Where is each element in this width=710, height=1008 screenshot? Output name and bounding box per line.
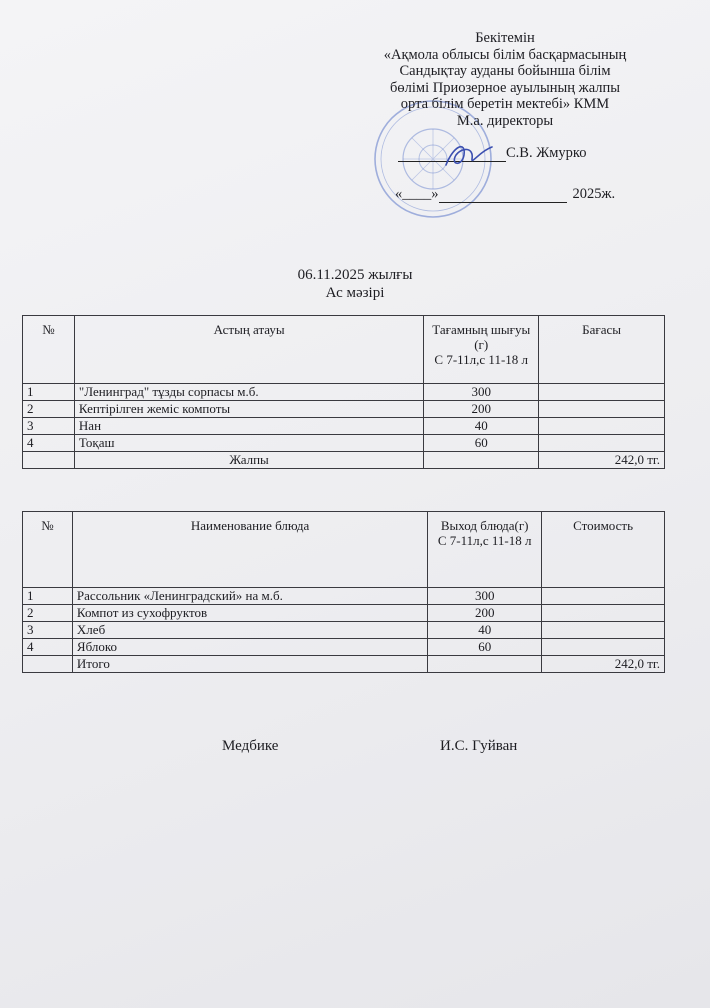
table-header-row bbox=[23, 512, 665, 588]
dish-price bbox=[542, 605, 665, 622]
approval-line: М.а. директоры bbox=[456, 112, 554, 129]
table-row bbox=[23, 418, 665, 435]
dish-name: Компот из сухофруктов bbox=[72, 605, 427, 622]
date-quote: «____» bbox=[395, 186, 439, 202]
menu-date: 06.11.2025 жылғы bbox=[297, 267, 413, 283]
empty-cell bbox=[23, 656, 73, 673]
empty-cell bbox=[428, 656, 542, 673]
table-total-row bbox=[23, 656, 665, 673]
dish-weight: 200 bbox=[428, 605, 542, 622]
total-label: Итого bbox=[72, 656, 427, 673]
dish-price bbox=[539, 435, 665, 452]
menu-table-ru bbox=[22, 511, 665, 673]
row-number: 3 bbox=[23, 418, 75, 435]
row-number: 3 bbox=[23, 622, 73, 639]
dish-price bbox=[542, 622, 665, 639]
header-cell: Выход блюда(г) С 7-11л,с 11-18 л bbox=[428, 512, 542, 588]
dish-name: Кептірілген жеміс компоты bbox=[74, 401, 423, 418]
dish-name: Хлеб bbox=[72, 622, 427, 639]
empty-cell bbox=[424, 452, 539, 469]
row-number: 1 bbox=[23, 384, 75, 401]
approval-year: 2025ж. bbox=[572, 186, 616, 202]
table-row bbox=[23, 435, 665, 452]
header-cell: Тағамның шығуы (г) С 7-11л,с 11-18 л bbox=[424, 316, 539, 384]
header-cell: № bbox=[23, 316, 75, 384]
table-row bbox=[23, 605, 665, 622]
header-cell: № bbox=[23, 512, 73, 588]
total-label: Жалпы bbox=[74, 452, 423, 469]
dish-price bbox=[542, 588, 665, 605]
dish-weight: 60 bbox=[424, 435, 539, 452]
menu-table-kz bbox=[22, 315, 665, 469]
table-row bbox=[23, 401, 665, 418]
total-value: 242,0 тг. bbox=[539, 452, 665, 469]
row-number: 2 bbox=[23, 401, 75, 418]
dish-weight: 300 bbox=[424, 384, 539, 401]
dish-weight: 40 bbox=[428, 622, 542, 639]
row-number: 1 bbox=[23, 588, 73, 605]
dish-weight: 40 bbox=[424, 418, 539, 435]
approval-line: Бекітемін bbox=[475, 30, 535, 46]
dish-weight: 60 bbox=[428, 639, 542, 656]
handwritten-signature bbox=[440, 135, 500, 175]
row-number: 4 bbox=[23, 435, 75, 452]
dish-weight: 300 bbox=[428, 588, 542, 605]
nurse-role: Медбике bbox=[222, 738, 279, 754]
table-row bbox=[23, 384, 665, 401]
table-total-row bbox=[23, 452, 665, 469]
approval-line: орта білім беретін мектебі» КММ bbox=[400, 96, 610, 112]
nurse-name: И.С. Гуйван bbox=[440, 738, 518, 754]
header-cell: Стоимость bbox=[542, 512, 665, 588]
dish-name: Рассольник «Ленинградский» на м.б. bbox=[72, 588, 427, 605]
dish-price bbox=[539, 384, 665, 401]
approval-block bbox=[345, 30, 665, 129]
total-value: 242,0 тг. bbox=[542, 656, 665, 673]
table-row bbox=[23, 639, 665, 656]
header-cell: Астың атауы bbox=[74, 316, 423, 384]
approval-date bbox=[395, 186, 615, 203]
approval-line: Сандықтау ауданы бойынша білім bbox=[399, 63, 611, 79]
approval-line: бөлімі Приозерное ауылының жалпы bbox=[390, 79, 620, 96]
dish-weight: 200 bbox=[424, 401, 539, 418]
dish-price bbox=[539, 418, 665, 435]
header-cell: Бағасы bbox=[539, 316, 665, 384]
approval-line: «Ақмола облысы білім басқармасының bbox=[383, 46, 627, 63]
dish-price bbox=[539, 401, 665, 418]
table-row bbox=[23, 588, 665, 605]
dish-name: Яблоко bbox=[72, 639, 427, 656]
dish-name: "Ленинград" тұзды сорпасы м.б. bbox=[74, 384, 423, 401]
menu-title: Ас мәзірі bbox=[325, 285, 385, 301]
empty-cell bbox=[23, 452, 75, 469]
dish-price bbox=[542, 639, 665, 656]
table-header-row bbox=[23, 316, 665, 384]
dish-name: Нан bbox=[74, 418, 423, 435]
row-number: 2 bbox=[23, 605, 73, 622]
dish-name: Тоқаш bbox=[74, 435, 423, 452]
signer-name: С.В. Жмурко bbox=[506, 145, 587, 161]
row-number: 4 bbox=[23, 639, 73, 656]
header-cell: Наименование блюда bbox=[72, 512, 427, 588]
table-row bbox=[23, 622, 665, 639]
